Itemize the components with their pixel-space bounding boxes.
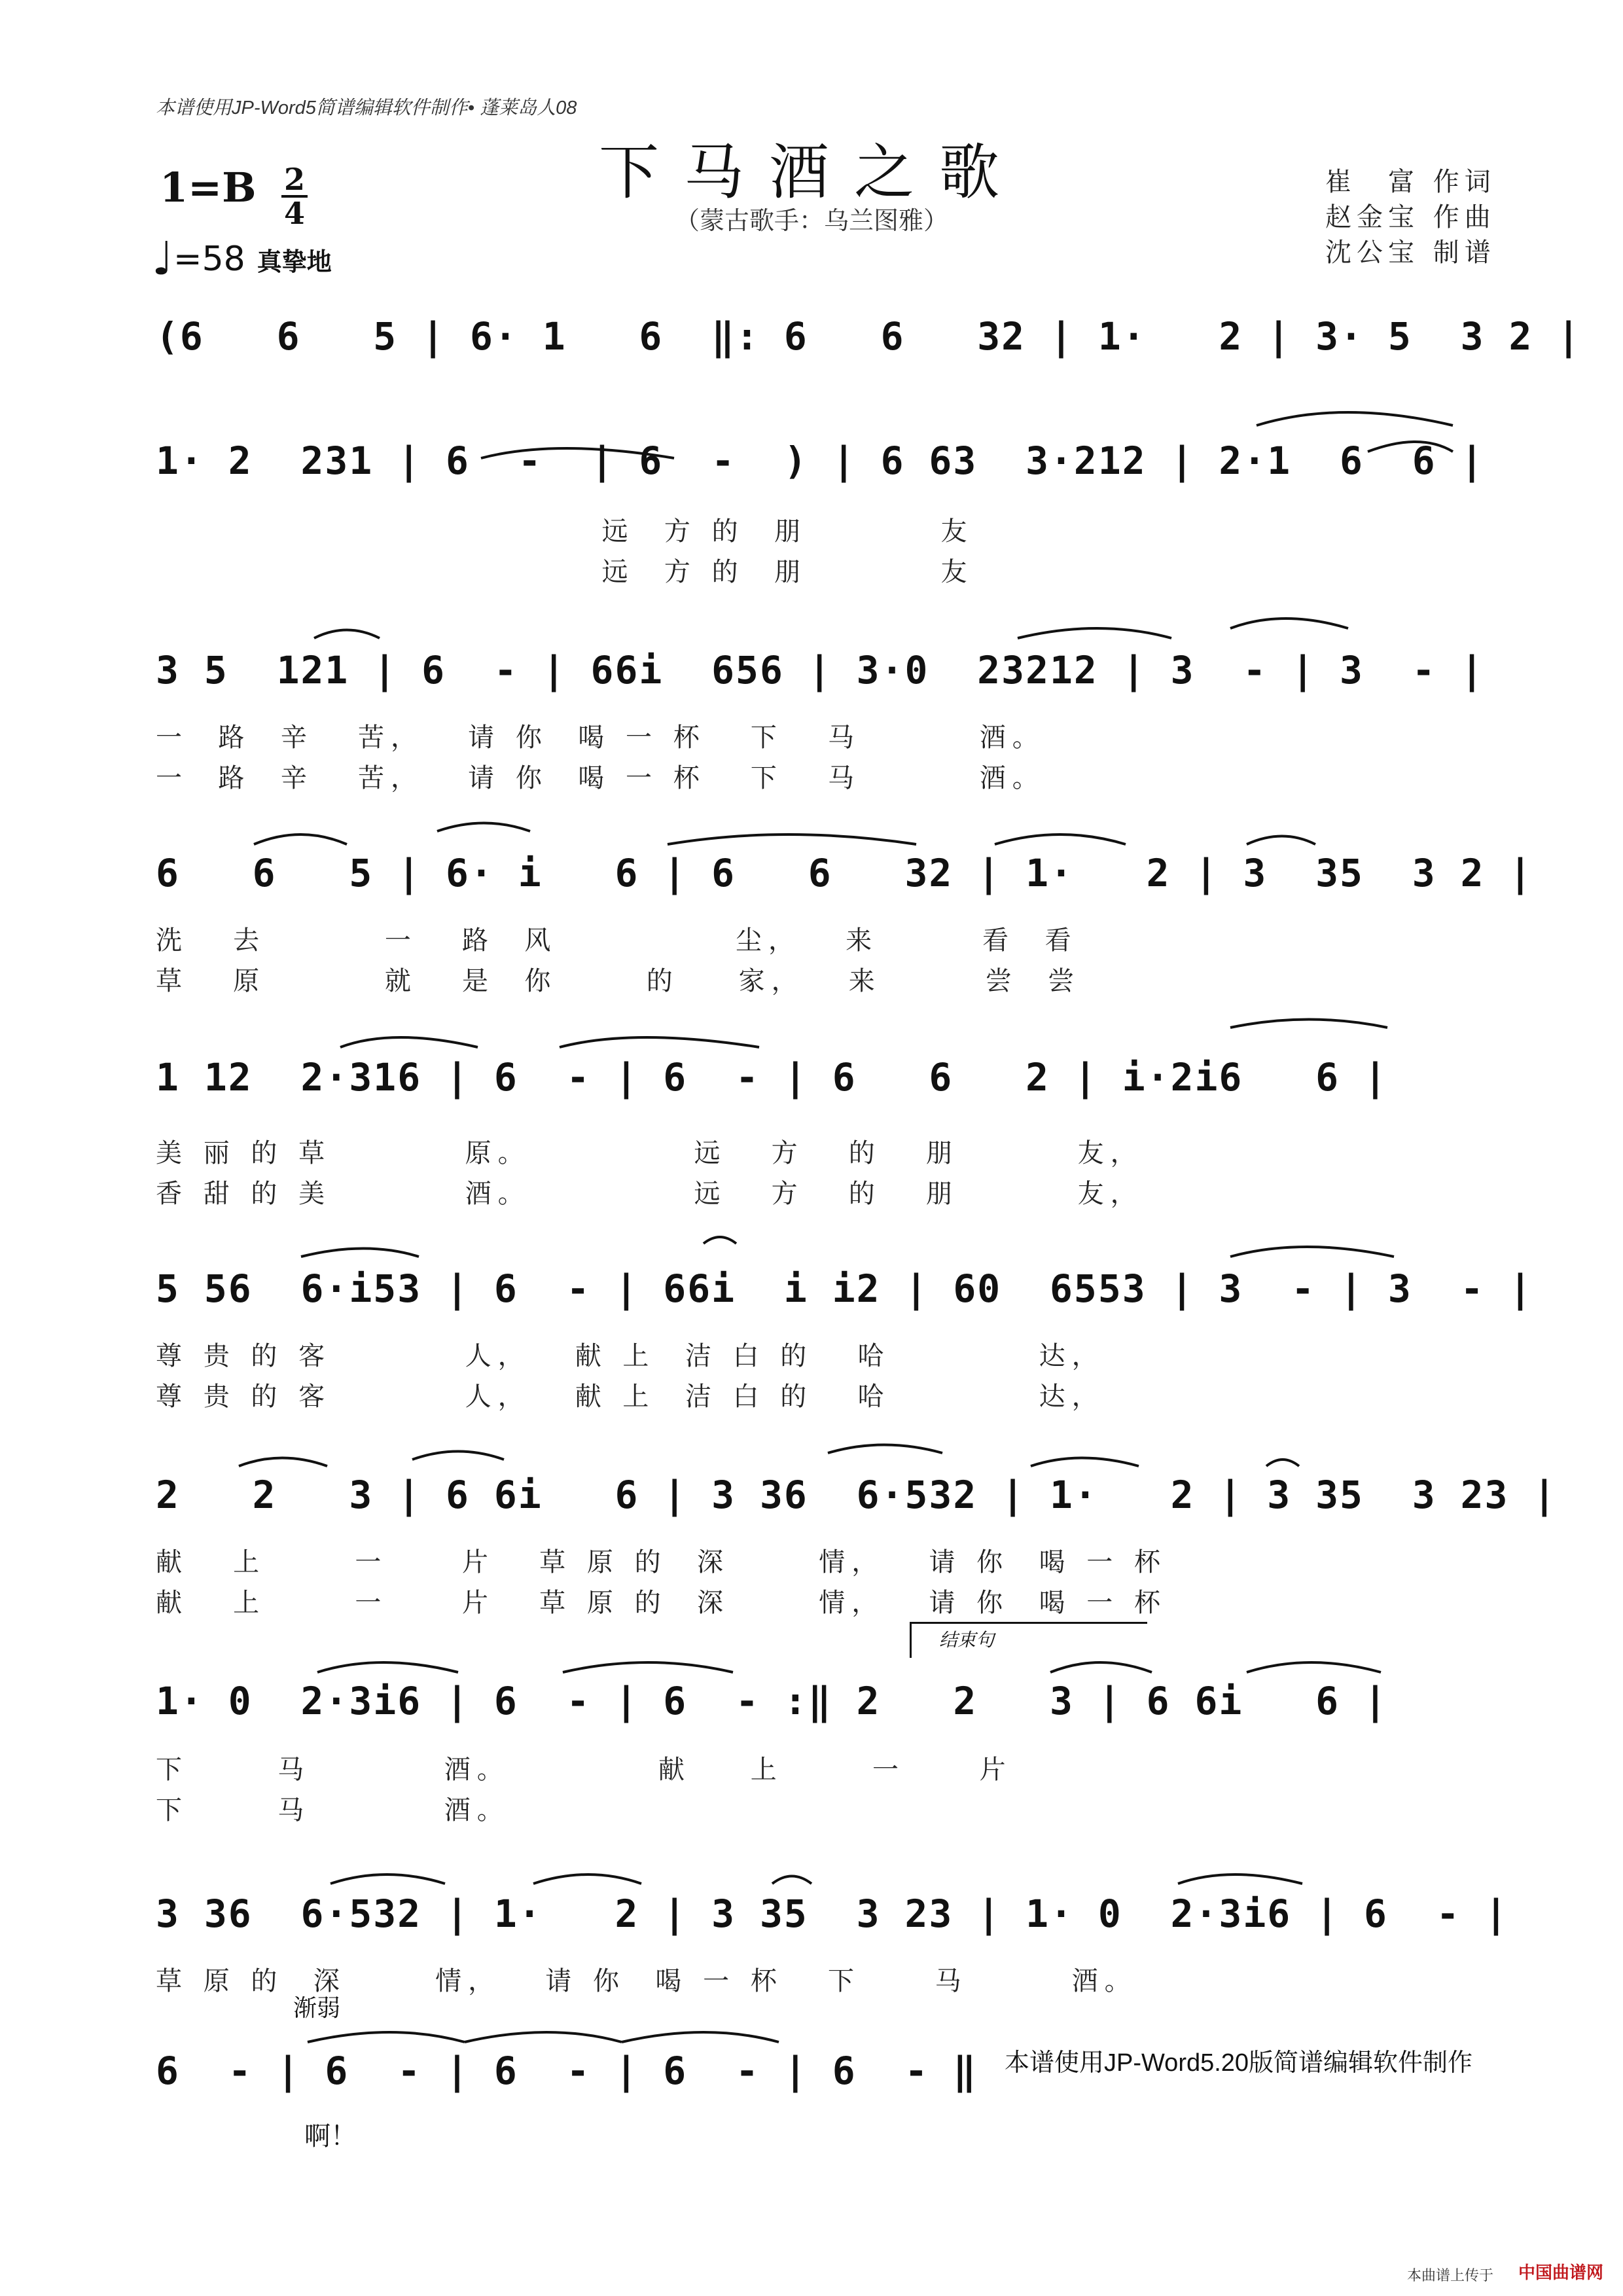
key-signature: 1=B	[160, 164, 257, 211]
time-signature-bottom: 4	[283, 196, 305, 231]
lyric-line-4-verse-2: 草 原 就 是 你 的 家， 来 尝 尝	[156, 966, 1081, 996]
lyric-line-6-verse-2: 尊 贵 的 客 人， 献 上 洁 白 的 哈 达，	[156, 1382, 1105, 1412]
time-signature	[281, 162, 308, 231]
lyric-line-3-verse-1: 一 路 辛 苦， 请 你 喝 一 杯 下 马 酒。	[156, 723, 1045, 753]
credit-composer: 赵金宝 作曲	[1325, 202, 1496, 232]
lyric-line-8-verse-1: 下 马 酒。 献 上 一 片	[156, 1755, 1012, 1785]
time-signature-top: 2	[283, 162, 305, 197]
score-line-9: 3 36 6·532 | 1· 2 | 3 35 3 23 | 1· 0 2·3i6 | 6 - |	[156, 1892, 1509, 1936]
score-line-6: 5 56 6·i53 | 6 - | 66i i i2 | 60 6553 | 3 - | 3 - |	[156, 1266, 1533, 1311]
score-line-8: 1· 0 2·3i6 | 6 - | 6 - :‖ 2 2 3 | 6 6i 6 |	[156, 1679, 1388, 1723]
software-note: 本谱使用JP-Word5简谱编辑软件制作• 蓬莱岛人08	[156, 98, 577, 118]
coda-label: 结束句	[939, 1629, 995, 1651]
lyric-line-7-verse-2: 献 上 一 片 草 原 的 深 情， 请 你 喝 一 杯	[156, 1588, 1168, 1618]
lyric-line-2-verse-1: 远 方 的 朋 友	[156, 516, 974, 547]
score-line-10: 6 - | 6 - | 6 - | 6 - | 6 - ‖	[156, 2049, 978, 2093]
credit-lyricist: 崔 富 作词	[1325, 167, 1496, 197]
lyric-line-4-verse-1: 洗 去 一 路 风 尘， 来 看 看	[156, 925, 1078, 956]
lyric-line-5-verse-2: 香 甜 的 美 酒。 远 方 的 朋 友，	[156, 1179, 1143, 1209]
score-line-3: 3 5 121 | 6 - | 66i 656 | 3·0 23212 | 3 - | 3 - |	[156, 648, 1485, 692]
lyric-line-2-verse-2: 远 方 的 朋 友	[156, 557, 974, 587]
song-subtitle: （蒙古歌手：乌兰图雅）	[674, 206, 948, 235]
lyric-line-9-verse-1: 草 原 的 深 情， 请 你 喝 一 杯 下 马 酒。	[156, 1966, 1137, 1996]
lyric-line-8-verse-2: 下 马 酒。	[156, 1795, 510, 1825]
tempo-marking	[152, 232, 332, 285]
score-line-4: 6 6 5 | 6· i 6 | 6 6 32 | 1· 2 | 3 35 3 2 |	[156, 851, 1533, 895]
tempo-value: =58	[173, 240, 245, 279]
score-line-1: (6 6 5 | 6· 1 6 ‖: 6 6 32 | 1· 2 | 3· 5 3 2 |	[156, 314, 1582, 359]
score-line-5: 1 12 2·316 | 6 - | 6 - | 6 6 2 | i·2i6 6 |	[156, 1055, 1388, 1100]
credit-transcriber: 沈公宝 制谱	[1325, 238, 1496, 268]
lyric-line-5-verse-1: 美 丽 的 草 原。 远 方 的 朋 友，	[156, 1138, 1143, 1168]
lyric-line-7-verse-1: 献 上 一 片 草 原 的 深 情， 请 你 喝 一 杯	[156, 1547, 1168, 1577]
footer-software-note: 本谱使用JP-Word5.20版简谱编辑软件制作	[1005, 2049, 1473, 2077]
score-line-2: 1· 2 231 | 6 - | 6 - ) | 6 63 3·212 | 2·1 6 6 |	[156, 439, 1485, 483]
song-title: 下马酒之歌	[598, 137, 1024, 207]
site-upload-note: 本曲谱上传于	[1407, 2268, 1494, 2284]
expression-mark: 真挚地	[257, 247, 332, 276]
lyric-line-3-verse-2: 一 路 辛 苦， 请 你 喝 一 杯 下 马 酒。	[156, 763, 1045, 793]
score-line-7: 2 2 3 | 6 6i 6 | 3 36 6·532 | 1· 2 | 3 35 3 23 |	[156, 1473, 1558, 1517]
site-logo: 中国曲谱网	[1518, 2263, 1604, 2283]
quarter-note-icon: ♩	[152, 232, 174, 285]
final-lyric: 啊！	[304, 2121, 357, 2151]
lyric-line-6-verse-1: 尊 贵 的 客 人， 献 上 洁 白 的 哈 达，	[156, 1341, 1105, 1371]
diminuendo-mark: 渐弱	[293, 1995, 341, 2022]
